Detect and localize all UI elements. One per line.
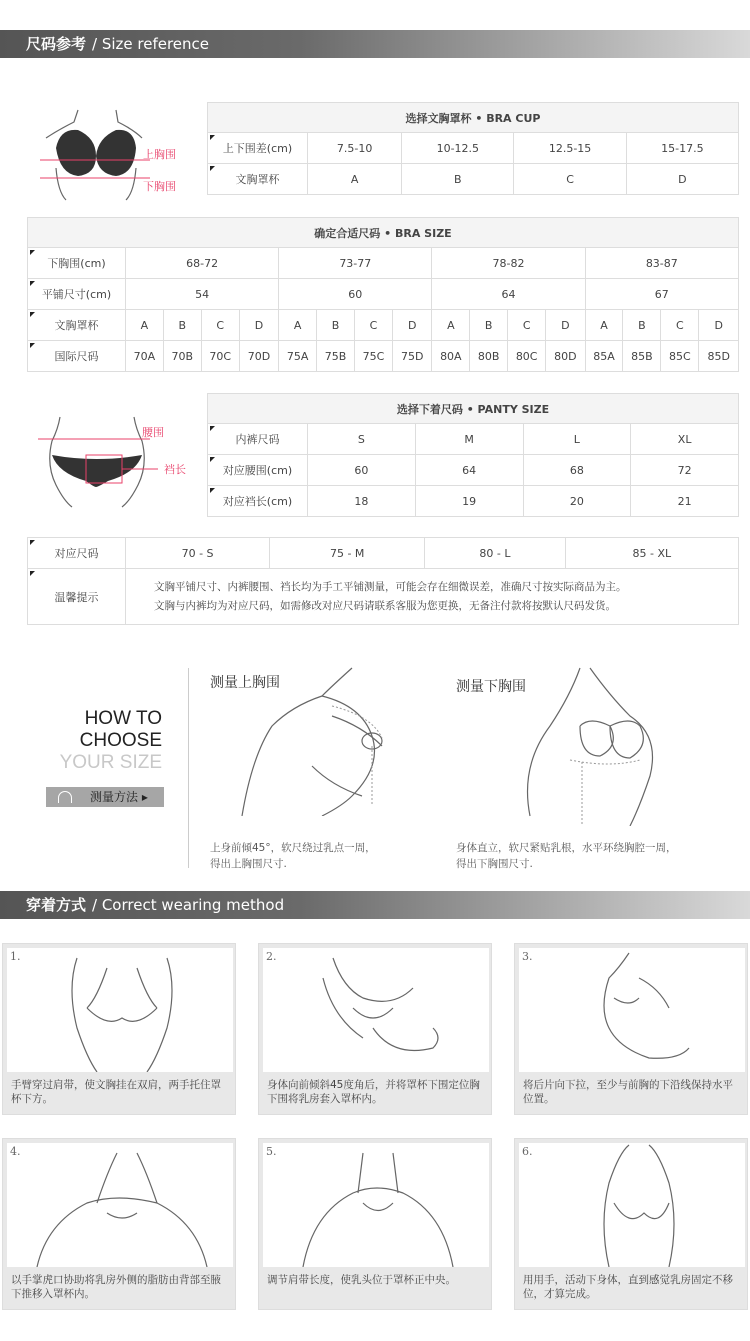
step-2-drawing	[263, 948, 489, 1072]
bra-size-caption: 确定合适尺码 • BRA SIZE	[28, 218, 739, 248]
step-5-drawing	[263, 1143, 489, 1267]
table-cell: 75D	[393, 341, 432, 372]
table-cell: 54	[126, 279, 279, 310]
table-cell: C	[508, 310, 546, 341]
step-illustration	[263, 948, 489, 1072]
step-text: 调节肩带长度，使乳头位于罩杯正中央。	[267, 1274, 456, 1286]
cup-label: 文胸罩杯	[208, 164, 308, 195]
table-cell: A	[432, 310, 470, 341]
upper-measure-desc	[210, 840, 376, 872]
table-cell: B	[163, 310, 201, 341]
upper-bust-illustration	[232, 666, 422, 816]
table-row	[28, 538, 739, 569]
note-line: 文胸与内裤均为对应尺码，如需修改对应尺码请联系客服为您更换，无备注付款将按默认尺码发货。	[154, 599, 616, 612]
table-cell: S	[308, 424, 416, 455]
step-text: 以手掌虎口协助将乳房外侧的脂肪由背部至腋下推移入罩杯内。	[11, 1274, 221, 1300]
table-cell: 85D	[699, 341, 739, 372]
table-cell: A	[126, 310, 164, 341]
table-row	[208, 133, 739, 164]
panty-figure	[38, 415, 198, 510]
table-cell: C	[354, 310, 392, 341]
step-number: 3.	[522, 950, 533, 963]
section-title-cn: 穿着方式	[26, 896, 87, 914]
desc-line: 得出上胸围尺寸.	[210, 858, 287, 870]
bra-figure	[38, 108, 188, 204]
step-text: 用用手，活动下身体，直到感觉乳房固定不移位，才算完成。	[523, 1274, 733, 1300]
table-cell: 83-87	[585, 248, 738, 279]
table-cell: 80C	[508, 341, 546, 372]
under-bust-illustration	[510, 666, 680, 826]
table-cell: B	[402, 164, 514, 195]
table-cell: 19	[415, 486, 523, 517]
table-row	[28, 569, 739, 625]
note-text	[126, 569, 739, 625]
howto-heading	[40, 708, 162, 774]
divider	[188, 668, 189, 868]
step-card	[258, 1138, 492, 1310]
tape-icon	[58, 791, 72, 803]
lower-measure-desc	[456, 840, 677, 872]
step-3-drawing	[519, 948, 745, 1072]
desc-line: 得出下胸围尺寸.	[456, 858, 533, 870]
step-number: 4.	[10, 1145, 21, 1158]
table-cell: 75B	[317, 341, 355, 372]
table-row	[28, 248, 739, 279]
step-text: 手臂穿过肩带，使文胸挂在双肩，两手托住罩杯下方。	[11, 1079, 221, 1105]
table-cell: 64	[432, 279, 585, 310]
table-cell: M	[415, 424, 523, 455]
table-row	[28, 341, 739, 372]
step-card	[258, 943, 492, 1115]
table-cell: 80A	[432, 341, 470, 372]
table-row	[208, 486, 739, 517]
step-text: 身体向前倾斜45度角后，并将罩杯下围定位胸下围将乳房套入罩杯内。	[267, 1079, 480, 1105]
table-cell: 73-77	[279, 248, 432, 279]
crotch-label: 裆长	[164, 463, 186, 476]
table-cell: 70D	[239, 341, 278, 372]
measure-method-tag	[46, 787, 164, 807]
wearing-method-header	[0, 891, 750, 919]
size-mapping-table	[27, 537, 739, 625]
table-cell: 60	[279, 279, 432, 310]
table-cell: D	[626, 164, 738, 195]
under-bust-label: 下胸围	[143, 180, 176, 193]
flat-size-label: 平铺尺寸(cm)	[28, 279, 126, 310]
table-cell: 70 - S	[126, 538, 270, 569]
table-cell: 7.5-10	[308, 133, 402, 164]
table-cell: C	[514, 164, 626, 195]
step-number: 2.	[266, 950, 277, 963]
table-cell: B	[317, 310, 355, 341]
table-cell: D	[546, 310, 585, 341]
step-number: 1.	[10, 950, 21, 963]
table-cell: 20	[523, 486, 631, 517]
intl-size-label: 国际尺码	[28, 341, 126, 372]
bra-cup-table	[207, 102, 739, 195]
step-card	[514, 943, 748, 1115]
step-illustration	[263, 1143, 489, 1267]
step-illustration	[519, 1143, 745, 1267]
table-cell: 70A	[126, 341, 164, 372]
cup-label: 文胸罩杯	[28, 310, 126, 341]
table-cell: A	[279, 310, 317, 341]
note-line: 文胸平铺尺寸、内裤腰围、裆长均为手工平铺测量，可能会存在细微误差，准确尺寸按实际商品为主。	[154, 580, 627, 593]
table-cell: 85A	[585, 341, 623, 372]
howto-line3: YOUR SIZE	[59, 752, 162, 773]
step-illustration	[519, 948, 745, 1072]
table-cell: B	[470, 310, 508, 341]
table-cell: 70B	[163, 341, 201, 372]
panty-waist-label: 对应腰围(cm)	[208, 455, 308, 486]
table-cell: 75C	[354, 341, 392, 372]
table-cell: XL	[631, 424, 739, 455]
table-cell: 68-72	[126, 248, 279, 279]
lower-measure-title: 测量下胸围	[456, 679, 526, 695]
table-cell: 10-12.5	[402, 133, 514, 164]
table-cell: 18	[308, 486, 416, 517]
table-cell: C	[201, 310, 239, 341]
panty-crotch-label: 对应裆长(cm)	[208, 486, 308, 517]
section-title-en: / Size reference	[92, 35, 210, 53]
table-row	[208, 164, 739, 195]
mapping-label: 对应尺码	[28, 538, 126, 569]
step-card	[2, 1138, 236, 1310]
table-cell: 67	[585, 279, 738, 310]
table-cell: D	[699, 310, 739, 341]
table-cell: A	[585, 310, 623, 341]
table-cell: D	[239, 310, 278, 341]
table-cell: 21	[631, 486, 739, 517]
desc-line: 上身前倾45°，软尺绕过乳点一周，	[210, 842, 376, 854]
underbust-label: 下胸围(cm)	[28, 248, 126, 279]
table-row	[28, 310, 739, 341]
desc-line: 身体直立，软尺紧贴乳根，水平环绕胸腔一周，	[456, 842, 677, 854]
table-row	[208, 455, 739, 486]
measure-method-label: 测量方法 ▸	[90, 790, 148, 804]
section-title-cn: 尺码参考	[26, 35, 87, 53]
step-illustration	[7, 948, 233, 1072]
table-cell: 80D	[546, 341, 585, 372]
table-cell: B	[623, 310, 661, 341]
table-cell: 75 - M	[270, 538, 425, 569]
upper-bust-label: 上胸围	[143, 148, 176, 161]
table-cell: 72	[631, 455, 739, 486]
howto-line1: HOW TO	[84, 708, 162, 729]
panty-size-table	[207, 393, 739, 517]
table-row	[28, 279, 739, 310]
table-row	[208, 424, 739, 455]
step-6-drawing	[519, 1143, 745, 1267]
table-cell: 85B	[623, 341, 661, 372]
note-label: 温馨提示	[28, 569, 126, 625]
size-reference-header	[0, 30, 750, 58]
table-cell: C	[661, 310, 699, 341]
step-card	[2, 943, 236, 1115]
step-1-drawing	[7, 948, 233, 1072]
table-cell: 75A	[279, 341, 317, 372]
step-text: 将后片向下拉，至少与前胸的下沿线保持水平位置。	[523, 1079, 733, 1105]
panty-size-caption: 选择下着尺码 • PANTY SIZE	[208, 394, 739, 424]
table-cell: 64	[415, 455, 523, 486]
step-4-drawing	[7, 1143, 233, 1267]
table-cell: A	[308, 164, 402, 195]
upper-measure-title: 测量上胸围	[210, 675, 280, 691]
table-cell: D	[393, 310, 432, 341]
table-cell: 85 - XL	[565, 538, 738, 569]
table-cell: 85C	[661, 341, 699, 372]
table-cell: 80B	[470, 341, 508, 372]
step-number: 5.	[266, 1145, 277, 1158]
howto-line2: CHOOSE	[79, 730, 162, 751]
table-cell: 78-82	[432, 248, 585, 279]
table-cell: 80 - L	[425, 538, 565, 569]
table-cell: 68	[523, 455, 631, 486]
table-cell: 60	[308, 455, 416, 486]
step-illustration	[7, 1143, 233, 1267]
table-cell: 70C	[201, 341, 239, 372]
section-title-en: / Correct wearing method	[92, 896, 285, 914]
bra-size-table	[27, 217, 739, 372]
step-card	[514, 1138, 748, 1310]
bra-cup-caption: 选择文胸罩杯 • BRA CUP	[208, 103, 739, 133]
table-cell: 15-17.5	[626, 133, 738, 164]
cup-diff-label: 上下围差(cm)	[208, 133, 308, 164]
waist-label: 腰围	[142, 426, 164, 439]
table-cell: 12.5-15	[514, 133, 626, 164]
table-cell: L	[523, 424, 631, 455]
step-number: 6.	[522, 1145, 533, 1158]
panty-size-label: 内裤尺码	[208, 424, 308, 455]
